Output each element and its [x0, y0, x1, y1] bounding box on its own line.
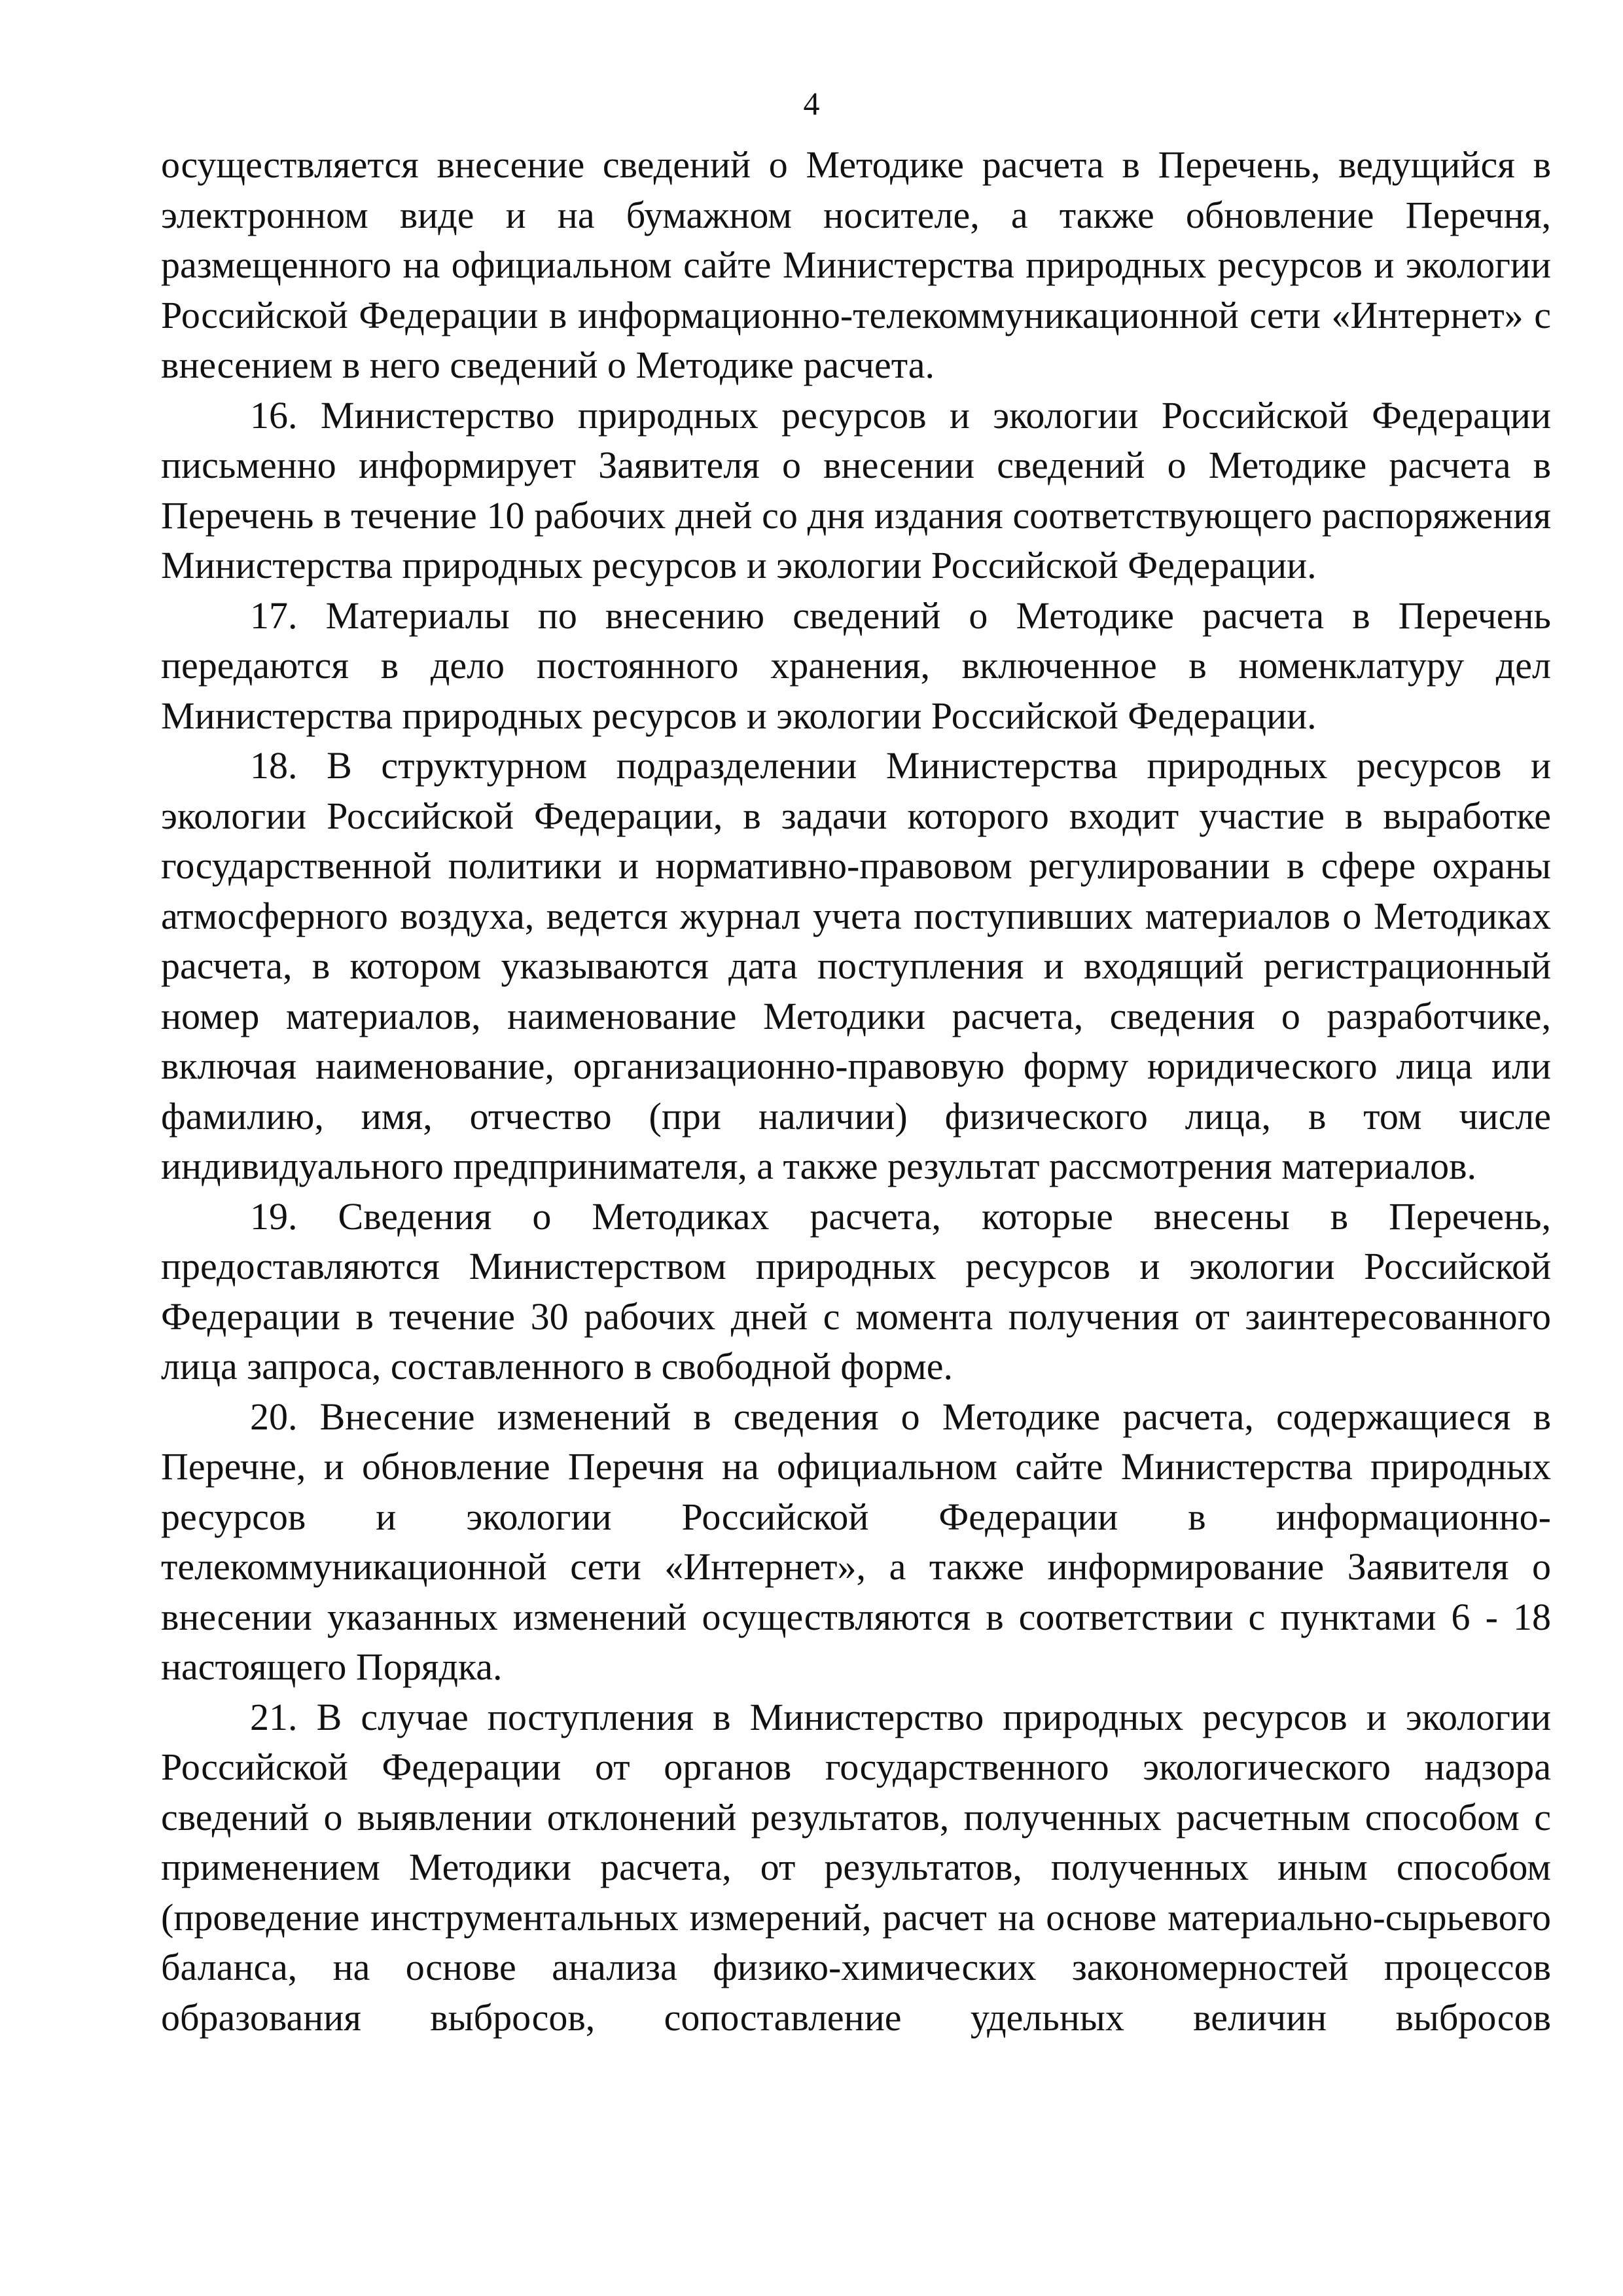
paragraph-18: 18. В структурном подразделении Министерства природных ресурсов и экологии Российской Федерации, в задачи которого входит участие в выработке государственной политики и нормативно-правовом регулировании в сфере охраны атмосферного воздуха, ведется журнал учета поступивших материалов о Методиках расчета, в котором указываются дата поступления и входящий регистрационный номер материалов, наименование Методики расчета, сведения о разработчике, включая наименование, организационно-правовую форму юридического лица или фамилию, имя, отчество (при наличии) физического лица, в том числе индивидуального предпринимателя, а также результат рассмотрения материалов. — [161, 744, 1551, 1187]
paragraph-16: 16. Министерство природных ресурсов и экологии Российской Федерации письменно информирует Заявителя о внесении сведений о Методике расчета в Перечень в течение 10 рабочих дней со дня издания соответствующего распоряжения Министерства природных ресурсов и экологии Российской Федерации. — [161, 393, 1551, 586]
paragraph-continuation: осуществляется внесение сведений о Методике расчета в Перечень, ведущийся в электронном виде и на бумажном носителе, а также обновление Перечня, размещенного на официальном сайте Министерства природных ресурсов и экологии Российской Федерации в информационно-телекоммуникационной сети «Интернет» с внесением в него сведений о Методике расчета. — [161, 143, 1551, 386]
document-body — [161, 140, 1551, 2043]
page-number: 4 — [803, 85, 820, 122]
paragraph-20: 20. Внесение изменений в сведения о Методике расчета, содержащиеся в Перечне, и обновление Перечня на официальном сайте Министерства природных ресурсов и экологии Российской Федерации в информационно-телекоммуникационной сети «Интернет», а также информирование Заявителя о внесении указанных изменений осуществляются в соответствии с пунктами 6 - 18 настоящего Порядка. — [161, 1395, 1551, 1688]
paragraph-21: 21. В случае поступления в Министерство природных ресурсов и экологии Российской Федерации от органов государственного экологического надзора сведений о выявлении отклонений результатов, полученных расчетным способом с применением Методики расчета, от результатов, полученных иным способом (проведение инструментальных измерений, расчет на основе материально-сырьевого баланса, на основе анализа физико-химических закономерностей процессов образования выбросов, сопоставление удельных величин выбросов — [161, 1695, 1551, 2039]
paragraph-19: 19. Сведения о Методиках расчета, которые внесены в Перечень, предоставляются Министерством природных ресурсов и экологии Российской Федерации в течение 30 рабочих дней с момента получения от заинтересованного лица запроса, составленного в свободной форме. — [161, 1194, 1551, 1388]
paragraph-17: 17. Материалы по внесению сведений о Методике расчета в Перечень передаются в дело постоянного хранения, включенное в номенклатуру дел Министерства природных ресурсов и экологии Российской Федерации. — [161, 594, 1551, 737]
